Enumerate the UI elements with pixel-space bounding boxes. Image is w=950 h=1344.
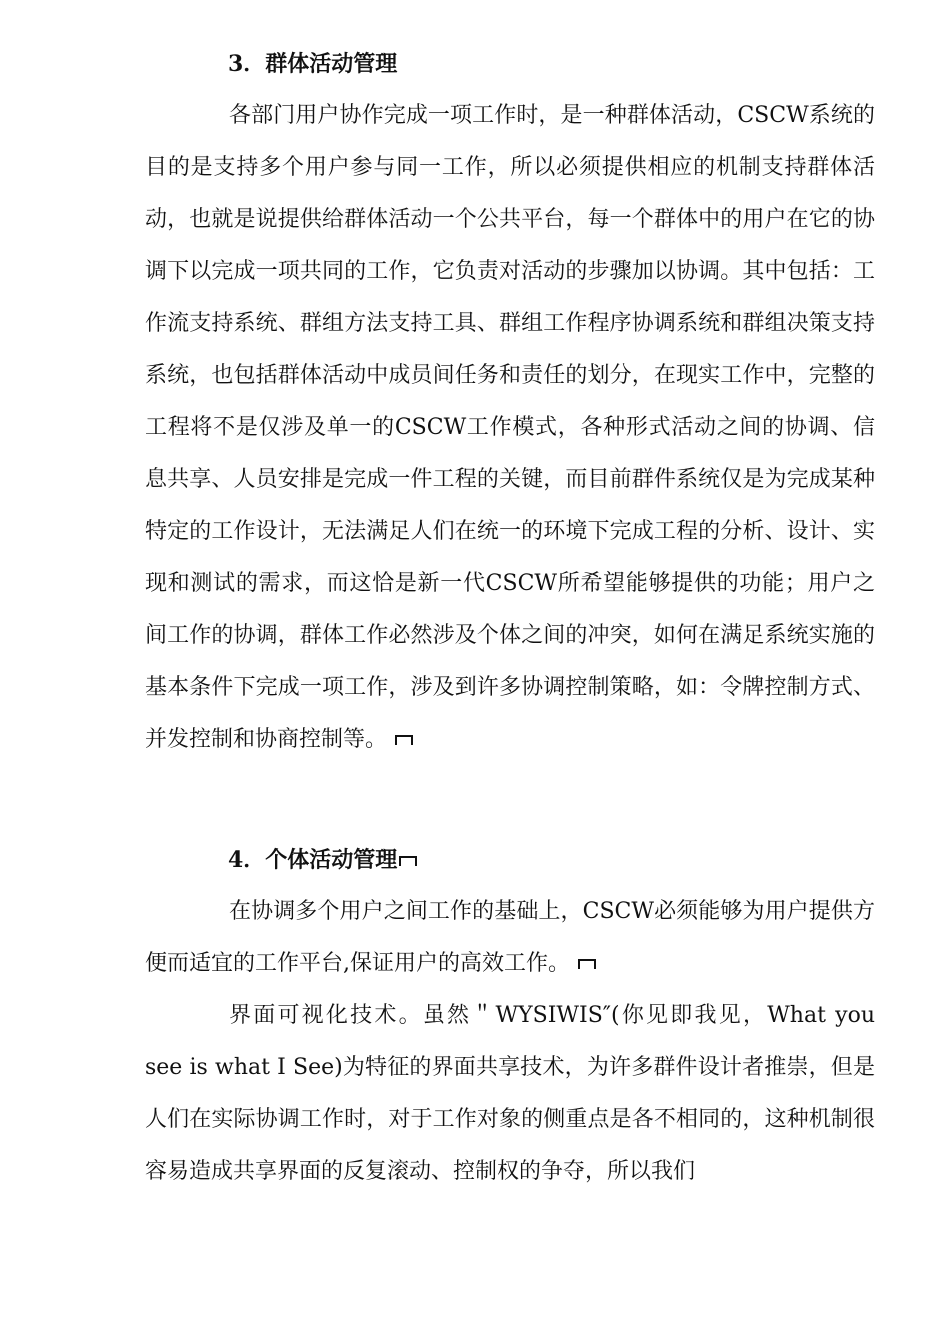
section-3-paragraph-text: 各部门用户协作完成一项工作时，是一种群体活动，CSCW系统的目的是支持多个用户参与同一工作，所以必须提供相应的机制支持群体活动，也就是说提供给群体活动一个公共平台，每一个群体中的用户在它的协调下以完成一项共同的工作，它负责对活动的步骤加以协调。其中包括：工作流支持系统、群组方法支持工具、群组工作程序协调系统和群组决策支持系统，也包括群体活动中成员间任务和责任的划分，在现实工作中，完整的工程将不是仅涉及单一的CSCW工作模式，各种形式活动之间的协调、信息共享、人员安排是完成一件工程的关键，而目前群件系统仅是为完成某种特定的工作设计，无法满足人们在统一的环境下完成工程的分析、设计、实现和测试的需求，而这恰是新一代CSCW所希望能够提供的功能；用户之间工作的协调，群体工作必然涉及个体之间的冲突，如何在满足系统实施的基本条件下完成一项工作，涉及到许多协调控制策略，如：令牌控制方式、并发控制和协商控制等。	[145, 103, 875, 752]
section-3-paragraph	[145, 90, 875, 766]
section-4-paragraph-1	[145, 886, 875, 990]
paragraph-mark-icon	[578, 959, 596, 969]
section-4-heading	[228, 845, 417, 875]
section-4-paragraph-1-text: 在协调多个用户之间工作的基础上，CSCW必须能够为用户提供方便而适宜的工作平台,保证用户的高效工作。	[145, 899, 875, 976]
paragraph-mark-icon	[395, 735, 413, 745]
section-4-heading-text: 4．个体活动管理	[228, 847, 398, 873]
section-3-heading	[228, 49, 397, 79]
section-4-paragraph-2	[145, 990, 875, 1198]
section-3-heading-text: 3．群体活动管理	[228, 51, 398, 77]
paragraph-mark-icon	[399, 856, 417, 866]
section-4-paragraph-2-text: 界面可视化技术。虽然＂WYSIWIS″(你见即我见，What you see is what I See)为特征的界面共享技术，为许多群件设计者推崇，但是人们在实际协调工作时，对于工作对象的侧重点是各不相同的，这种机制很容易造成共享界面的反复滚动、控制权的争夺，所以我们	[145, 1003, 875, 1184]
